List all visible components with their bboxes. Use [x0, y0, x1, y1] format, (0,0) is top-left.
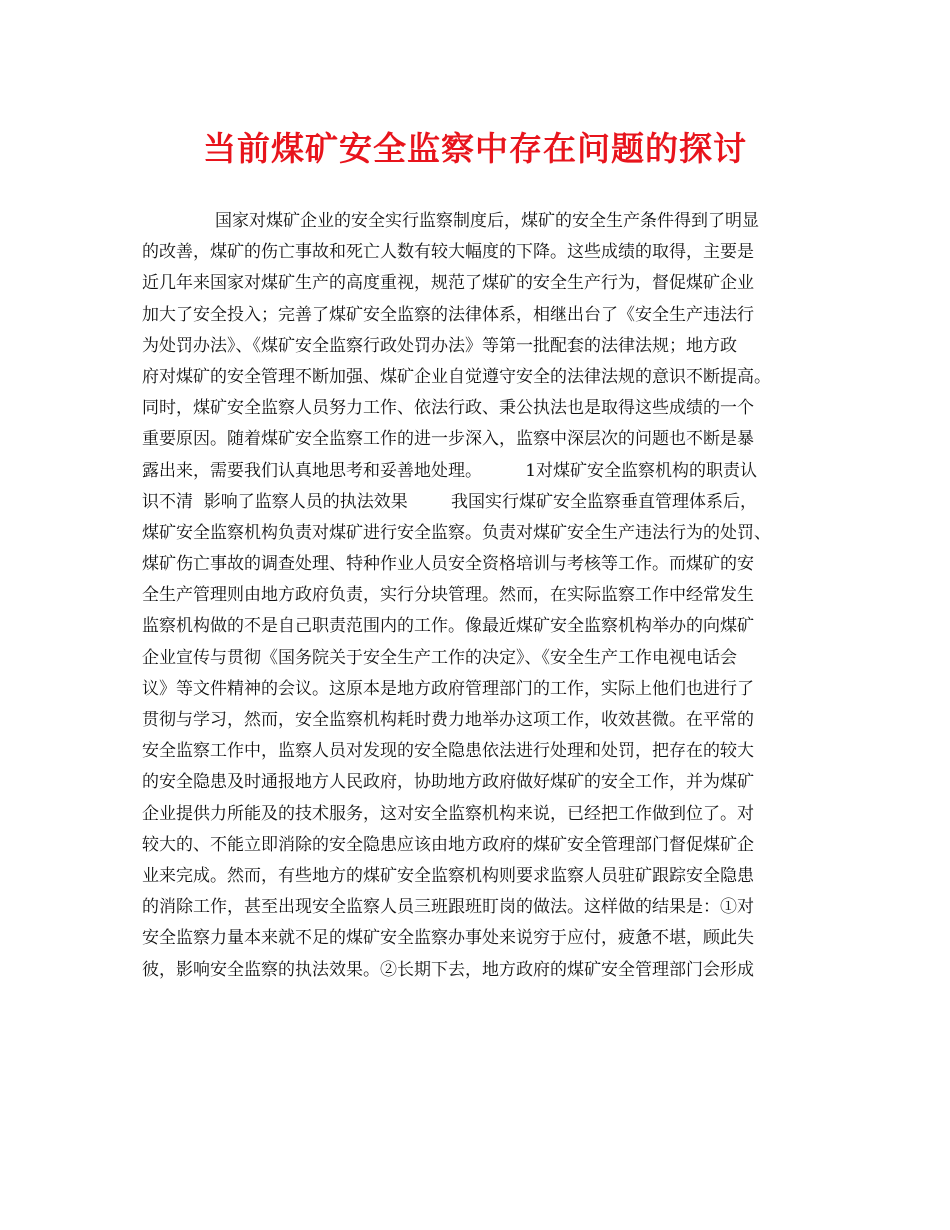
body-line: 的安全隐患及时通报地方人民政府，协助地方政府做好煤矿的安全工作，并为煤矿 [142, 772, 754, 793]
body-line: 识不清 影响了监察人员的执法效果 我国实行煤矿安全监察垂直管理体系后， [142, 491, 758, 512]
body-line: 为处罚办法》、《煤矿安全监察行政处罚办法》等第一批配套的法律法规；地方政 [142, 335, 737, 356]
body-line: 安全监察力量本来就不足的煤矿安全监察办事处来说穷于应付，疲惫不堪，顾此失 [142, 928, 754, 949]
body-line: 加大了安全投入；完善了煤矿安全监察的法律体系，相继出台了《安全生产违法行 [142, 304, 754, 325]
body-line: 业来完成。然而，有些地方的煤矿安全监察机构则要求监察人员驻矿跟踪安全隐患 [142, 865, 754, 886]
body-line: 全生产管理则由地方政府负责，实行分块管理。然而，在实际监察工作中经常发生 [142, 585, 754, 606]
body-line: 煤矿安全监察机构负责对煤矿进行安全监察。负责对煤矿安全生产违法行为的处罚、 [142, 522, 771, 543]
document-body [142, 206, 810, 986]
body-line: 企业宣传与贯彻《国务院关于安全生产工作的决定》、《安全生产工作电视电话会 [142, 647, 737, 668]
body-line: 监察机构做的不是自己职责范围内的工作。像最近煤矿安全监察机构举办的向煤矿 [142, 616, 754, 637]
body-line: 的消除工作，甚至出现安全监察人员三班跟班盯岗的做法。这样做的结果是：①对 [142, 897, 754, 918]
body-line: 安全监察工作中，监察人员对发现的安全隐患依法进行处理和处罚，把存在的较大 [142, 741, 754, 762]
body-line: 露出来，需要我们认真地思考和妥善地处理。 1对煤矿安全监察机构的职责认 [142, 460, 758, 481]
body-line: 近几年来国家对煤矿生产的高度重视，规范了煤矿的安全生产行为，督促煤矿企业 [142, 273, 754, 294]
body-line: 企业提供力所能及的技术服务，这对安全监察机构来说，已经把工作做到位了。对 [142, 803, 754, 824]
body-line: 议》等文件精神的会议。这原本是地方政府管理部门的工作，实际上他们也进行了 [142, 678, 754, 699]
body-line: 彼，影响安全监察的执法效果。②长期下去，地方政府的煤矿安全管理部门会形成 [142, 959, 754, 980]
body-line: 同时，煤矿安全监察人员努力工作、依法行政、秉公执法也是取得这些成绩的一个 [142, 398, 754, 419]
body-line: 的改善，煤矿的伤亡事故和死亡人数有较大幅度的下降。这些成绩的取得，主要是 [142, 242, 754, 263]
body-line: 府对煤矿的安全管理不断加强、煤矿企业自觉遵守安全的法律法规的意识不断提高。 [142, 366, 771, 387]
body-line: 煤矿伤亡事故的调查处理、特种作业人员安全资格培训与考核等工作。而煤矿的安 [142, 554, 754, 575]
body-line: 重要原因。随着煤矿安全监察工作的进一步深入，监察中深层次的问题也不断是暴 [142, 429, 754, 450]
body-line: 国家对煤矿企业的安全实行监察制度后，煤矿的安全生产条件得到了明显 [215, 211, 759, 231]
body-line: 较大的、不能立即消除的安全隐患应该由地方政府的煤矿安全管理部门督促煤矿企 [142, 834, 754, 855]
body-line: 贯彻与学习，然而，安全监察机构耗时费力地举办这项工作，收效甚微。在平常的 [142, 710, 754, 730]
document-title: 当前煤矿安全监察中存在问题的探讨 [203, 129, 747, 168]
